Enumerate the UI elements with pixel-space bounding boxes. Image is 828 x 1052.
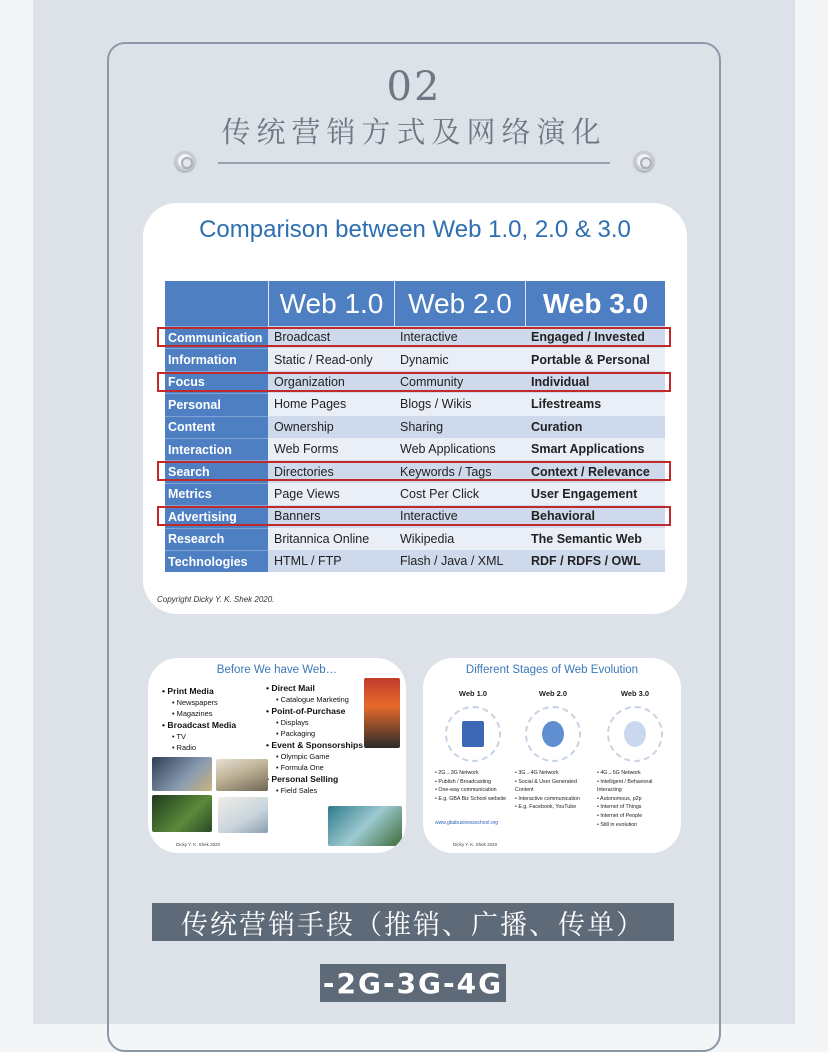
web-comparison-slide [143, 203, 687, 614]
list-item: • Magazines [162, 708, 236, 719]
magazine-photo [216, 759, 268, 791]
left-media-list [162, 685, 236, 753]
stage-point: • E.g. Facebook, YouTube [515, 803, 591, 812]
table-cell: Interactive [394, 505, 525, 527]
table-cell: The Semantic Web [525, 528, 665, 550]
row-header-cell: Technologies [165, 550, 268, 572]
table-cell: Banners [268, 505, 394, 527]
stage-point: • 3G→4G Network [515, 769, 591, 778]
highlight-box [157, 327, 671, 347]
table-row [165, 348, 665, 370]
stage-point: • Still in evolution [597, 821, 673, 830]
title-divider [218, 162, 610, 164]
stage-point: • Publish / Broadcasting [435, 778, 511, 787]
list-item: • Radio [162, 742, 236, 753]
website-link[interactable]: www.gbabusinessschool.org [435, 820, 499, 826]
list-item: • Newspapers [162, 697, 236, 708]
table-cell: Behavioral [525, 505, 665, 527]
caption-network-generations: -2G-3G-4G [320, 964, 506, 1002]
list-heading: • Personal Selling [266, 773, 363, 785]
table-row [165, 550, 665, 572]
billboard-photo [152, 795, 212, 832]
stage-network-icon [445, 706, 501, 762]
table-cell: Static / Read-only [268, 348, 394, 370]
row-header-cell: Advertising [165, 505, 268, 527]
table-body [165, 326, 665, 572]
table-cell: Web Forms [268, 438, 394, 460]
section-title: 传统营销方式及网络演化 [221, 115, 607, 149]
table-cell: Britannica Online [268, 528, 394, 550]
table-cell: Smart Applications [525, 438, 665, 460]
table-cell: Page Views [268, 483, 394, 505]
table-row [165, 438, 665, 460]
slide-title: Comparison between Web 1.0, 2.0 & 3.0 [199, 216, 631, 243]
table-header-web1: Web 1.0 [268, 281, 394, 326]
table-cell: Ownership [268, 416, 394, 438]
list-heading: • Event & Sponsorships [266, 739, 363, 751]
list-item: • Displays [266, 717, 363, 728]
table-cell: Lifestreams [525, 393, 665, 415]
copyright-text: Dicky Y. K. Shek 2020 [176, 842, 221, 847]
copyright-text: Copyright Dicky Y. K. Shek 2020. [157, 595, 275, 604]
slide-title: Different Stages of Web Evolution [465, 664, 639, 676]
row-header-cell: Information [165, 348, 268, 370]
stage-points [515, 769, 591, 812]
cloud-icon [542, 721, 564, 747]
table-cell: Portable & Personal [525, 348, 665, 370]
table-cell: Directories [268, 460, 394, 482]
row-header-cell: Search [165, 460, 268, 482]
list-item: • Catalogue Marketing [266, 694, 363, 705]
table-row [165, 483, 665, 505]
brochure-photo [218, 797, 268, 833]
table-cell: Community [394, 371, 525, 393]
stage-points [435, 769, 511, 803]
table-cell: HTML / FTP [268, 550, 394, 572]
row-header-cell: Focus [165, 371, 268, 393]
list-heading: • Broadcast Media [162, 719, 236, 731]
table-cell: Sharing [394, 416, 525, 438]
server-icon [462, 721, 484, 747]
table-row [165, 416, 665, 438]
caption-marketing-methods: 传统营销手段（推销、广播、传单） [152, 903, 674, 941]
section-number: 02 [386, 64, 442, 110]
table-cell: Interactive [394, 326, 525, 348]
stage-point: • Intelligent / Behavioral Interacting [597, 778, 673, 795]
display-stand-photo [364, 678, 400, 748]
slide-title: Before We have Web… [216, 664, 338, 676]
table-cell: Flash / Java / XML [394, 550, 525, 572]
table-cell: Broadcast [268, 326, 394, 348]
table-cell: Home Pages [268, 393, 394, 415]
list-item: • TV [162, 731, 236, 742]
row-header-cell: Communication [165, 326, 268, 348]
table-cell: Dynamic [394, 348, 525, 370]
table-header-blank [165, 281, 268, 326]
table-row [165, 528, 665, 550]
stage-point: • Internet of Things [597, 803, 673, 812]
stage-points [597, 769, 673, 829]
stage-network-icon [525, 706, 581, 762]
right-media-list [266, 682, 363, 796]
row-header-cell: Interaction [165, 438, 268, 460]
row-header-cell: Content [165, 416, 268, 438]
table-cell: Curation [525, 416, 665, 438]
tv-photo [152, 757, 212, 791]
stage-point: • 2G→3G Network [435, 769, 511, 778]
stage-point: • 4G→5G Network [597, 769, 673, 778]
table-cell: Individual [525, 371, 665, 393]
table-cell: Engaged / Invested [525, 326, 665, 348]
highlight-box [157, 461, 671, 481]
stage-point: • E.g. GBA Biz School website [435, 795, 511, 804]
table-header-web2: Web 2.0 [394, 281, 525, 326]
list-item: • Packaging [266, 728, 363, 739]
list-item: • Olympic Game [266, 751, 363, 762]
copyright-text: Dicky Y. K. Shek 2020 [453, 842, 498, 847]
table-cell: Web Applications [394, 438, 525, 460]
list-heading: • Print Media [162, 685, 236, 697]
globe-icon [624, 721, 646, 747]
list-item: • Formula One [266, 762, 363, 773]
stage-point: • One-way communication [435, 786, 511, 795]
table-row [165, 393, 665, 415]
stage-point: • Interactive communication [515, 795, 591, 804]
ring-ornament-left-icon [175, 151, 195, 171]
table-cell: Context / Relevance [525, 460, 665, 482]
list-item: • Field Sales [266, 785, 363, 796]
stage-label: Web 1.0 [458, 689, 488, 698]
stage-label: Web 3.0 [620, 689, 650, 698]
table-cell: Cost Per Click [394, 483, 525, 505]
table-header-web3: Web 3.0 [525, 281, 665, 326]
table-header [165, 281, 665, 326]
sponsorship-photo [328, 806, 402, 846]
stage-network-icon [607, 706, 663, 762]
row-header-cell: Metrics [165, 483, 268, 505]
stage-label: Web 2.0 [538, 689, 568, 698]
table-cell: Keywords / Tags [394, 460, 525, 482]
web-evolution-slide [423, 658, 681, 853]
table-cell: Wikipedia [394, 528, 525, 550]
ring-ornament-right-icon [634, 151, 654, 171]
row-header-cell: Research [165, 528, 268, 550]
table-cell: Blogs / Wikis [394, 393, 525, 415]
table-cell: User Engagement [525, 483, 665, 505]
stage-point: • Internet of People [597, 812, 673, 821]
table-cell: Organization [268, 371, 394, 393]
highlight-box [157, 372, 671, 392]
row-header-cell: Personal [165, 393, 268, 415]
list-heading: • Point-of-Purchase [266, 705, 363, 717]
highlight-box [157, 506, 671, 526]
table-cell: RDF / RDFS / OWL [525, 550, 665, 572]
stage-point: • Social & User Generated Content [515, 778, 591, 795]
before-web-slide [148, 658, 406, 853]
list-heading: • Direct Mail [266, 682, 363, 694]
stage-point: • Autonomous, p2p [597, 795, 673, 804]
